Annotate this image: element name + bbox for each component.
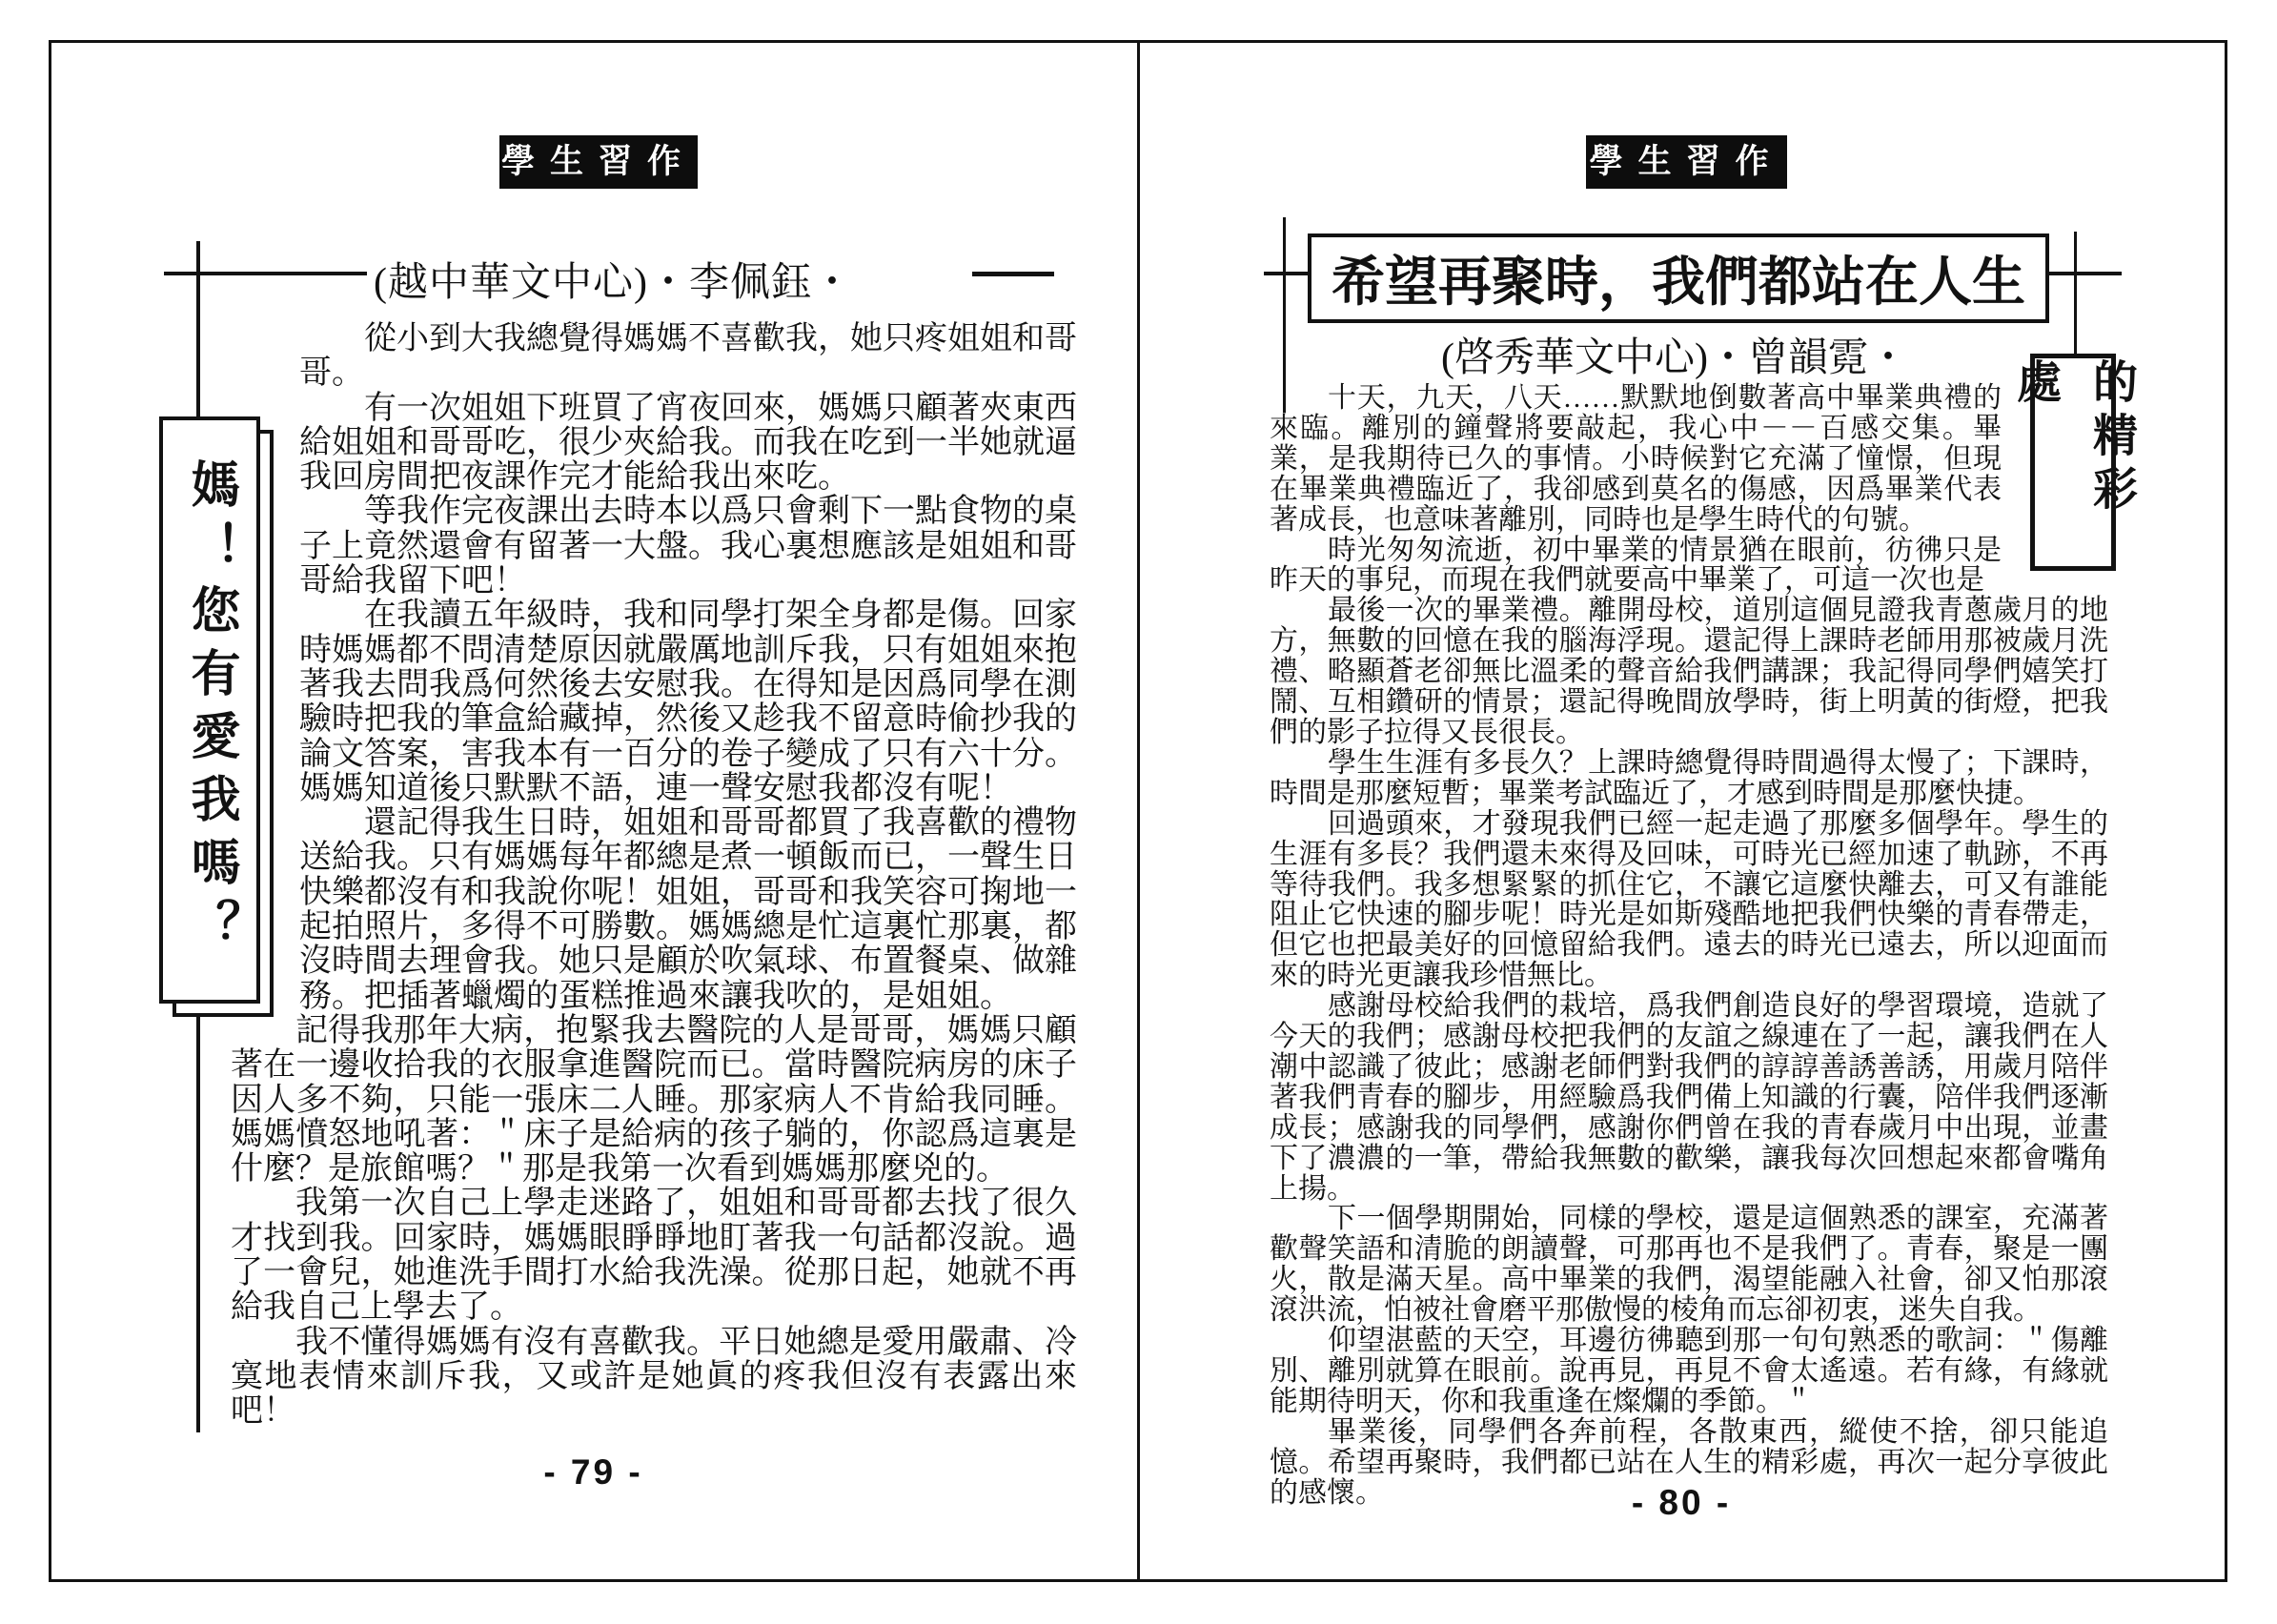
essay-body-right	[1270, 383, 2108, 1509]
side-title-vertical-left: 媽！您有愛我嗎？	[183, 458, 237, 962]
page-number-left: - 79 -	[543, 1452, 643, 1492]
byline-rule-left	[164, 272, 367, 275]
paragraph: 仰望湛藍的天空，耳邊彷彿聽到那一句句熟悉的歌詞：＂傷離別、離別就算在眼前。說再見，再見不會太遙遠。若有緣，有緣就能期待明天，你和我重逢在燦爛的季節。＂	[1270, 1325, 2108, 1417]
paragraph: 在我讀五年級時，我和同學打架全身都是傷。回家時媽媽都不問清楚原因就嚴厲地訓斥我，只有姐姐來抱著我去問我爲何然後去安慰我。在得知是因爲同學在測驗時把我的筆盒給藏掉，然後又趁我不留意時偷抄我的論文答案，害我本有一百分的卷子變成了只有六十分。媽媽知道後只默默不語，連一聲安慰我都沒有呢！	[299, 598, 1077, 806]
essay-title: 希望再聚時，我們都站在人生	[1332, 254, 2025, 313]
section-header-right: 學生習作	[1586, 135, 1787, 189]
title-tick-left-horizontal	[1264, 272, 1308, 275]
section-header-left: 學生習作	[499, 135, 698, 189]
page-number-right: - 80 -	[1631, 1483, 1732, 1522]
title-continuation-box	[2010, 354, 2136, 571]
paragraph: 我不懂得媽媽有沒有喜歡我。平日她總是愛用嚴肅、冷寞地表情來訓斥我，又或許是她眞的疼我但沒有表露出來吧！	[231, 1324, 1077, 1430]
paragraph: 十天，九天，八天……默默地倒數著高中畢業典禮的來臨。離別的鐘聲將要敲起，我心中－－百感交集。畢業，是我期待已久的事情。小時候對它充滿了憧憬，但現在畢業典禮臨近了，我卻感到莫名的傷感，因爲畢業代表著成長，也意味著離別，同時也是學生時代的句號。	[1270, 382, 2002, 536]
title-tick-right-vertical	[2074, 232, 2077, 355]
text-wrap-spacer-left	[231, 322, 299, 1006]
byline-right: (啓秀華文中心)・曾韻霓・	[1441, 336, 1908, 380]
paragraph: 時光匆匆流逝，初中畢業的情景猶在眼前，彷彿只是昨天的事兒，而現在我們就要高中畢業了，可這一次也是	[1270, 534, 2002, 597]
center-gutter-line	[1137, 42, 1140, 1579]
byline-left: (越中華文中心)・李佩鈺・	[374, 261, 853, 305]
paragraph: 回過頭來，才發現我們已經一起走過了那麼多個學年。學生的生涯有多長？我們還未來得及回味，可時光已經加速了軌跡，不再等待我們。我多想緊緊的抓住它，不讓它這麼快離去，可又有誰能阻止它快速的腳步呢！時光是如斯殘酷地把我們快樂的青春帶走，但它也把最美好的回憶留給我們。遠去的時光已遠去，所以迎面而來的時光更讓我珍惜無比。	[1270, 807, 2108, 992]
title-tick-left-vertical	[1283, 217, 1286, 413]
title-tick-right-horizontal	[2042, 272, 2122, 275]
title-continuation-vertical: 的精彩處	[2010, 358, 2136, 518]
paragraph: 還記得我生日時，姐姐和哥哥都買了我喜歡的禮物送給我。只有媽媽每年都總是煮一頓飯而已，一聲生日快樂都沒有和我說你呢！姐姐，哥哥和我笑容可掬地一起拍照片，多得不可勝數。媽媽總是忙這裏忙那裏，都沒時間去理會我。她只是顧於吹氣球、布置餐桌、做雜務。把插著蠟燭的蛋糕推過來讓我吹的，是姐姐。	[299, 805, 1077, 1014]
paragraph: 學生生涯有多長久？上課時總覺得時間過得太慢了；下課時，時間是那麼短暫；畢業考試臨近了，才感到時間是那麼快捷。	[1270, 746, 2108, 809]
paragraph: 等我作完夜課出去時本以爲只會剩下一點食物的桌子上竟然還會有留著一大盤。我心裏想應該是姐姐和哥哥給我留下吧！	[299, 494, 1077, 599]
essay-title-box	[1308, 233, 2049, 323]
paragraph: 最後一次的畢業禮。離開母校，道別這個見證我青蔥歲月的地方，無數的回憶在我的腦海浮現。還記得上課時老師用那被歲月洗禮、略顯蒼老卻無比溫柔的聲音給我們講課；我記得同學們嬉笑打鬧、互相鑽研的情景；還記得晚間放學時，街上明黃的街燈，把我們的影子拉得又長很長。	[1270, 595, 2108, 748]
paragraph: 我第一次自己上學走迷路了，姐姐和哥哥都去找了很久才找到我。回家時，媽媽眼睜睜地盯著我一句話都沒說。過了一會兒，她進洗手間打水給我洗澡。從那日起，她就不再給我自己上學去了。	[231, 1186, 1077, 1326]
paragraph: 記得我那年大病，抱緊我去醫院的人是哥哥，媽媽只顧著在一邊收拾我的衣服拿進醫院而已。當時醫院病房的床子因人多不夠，只能一張床二人睡。那家病人不肯給我同睡。媽媽憤怒地吼著：＂床子是給病的孩子躺的，你認爲這裏是什麼？是旅館嗎？＂那是我第一次看到媽媽那麼兇的。	[231, 1012, 1077, 1188]
paragraph: 有一次姐姐下班買了宵夜回來，媽媽只顧著夾東西給姐姐和哥哥吃，很少夾給我。而我在吃到一半她就逼我回房間把夜課作完才能給我出來吃。	[299, 390, 1077, 496]
paragraph: 畢業後，同學們各奔前程，各散東西，縱使不捨，卻只能追憶。希望再聚時，我們都已站在人生的精彩處，再次一起分享彼此的感懷。	[1270, 1415, 2108, 1509]
essay-body-left	[231, 322, 1077, 1430]
paragraph: 感謝母校給我們的栽培，爲我們創造良好的學習環境，造就了今天的我們；感謝母校把我們的友誼之線連在了一起，讓我們在人潮中認識了彼此；感謝老師們對我們的諄諄善誘善誘，用歲月陪伴著我們青春的腳步，用經驗爲我們備上知識的行囊，陪伴我們逐漸成長；感謝我的同學們，感謝你們曾在我的青春歲月中出現，並畫下了濃濃的一筆，帶給我無數的歡樂，讓我每次回想起來都會嘴角上揚。	[1270, 990, 2108, 1205]
paragraph: 下一個學期開始，同樣的學校，還是這個熟悉的課室，充滿著歡聲笑語和清脆的朗讀聲，可那再也不是我們了。青春，聚是一團火，散是滿天星。高中畢業的我們，渴望能融入社會，卻又怕那滾滾洪流，怕被社會磨平那傲慢的棱角而忘卻初衷，迷失自我。	[1270, 1203, 2108, 1327]
paragraph: 從小到大我總覺得媽媽不喜歡我，她只疼姐姐和哥哥。	[299, 321, 1077, 392]
byline-rule-right	[972, 272, 1054, 276]
